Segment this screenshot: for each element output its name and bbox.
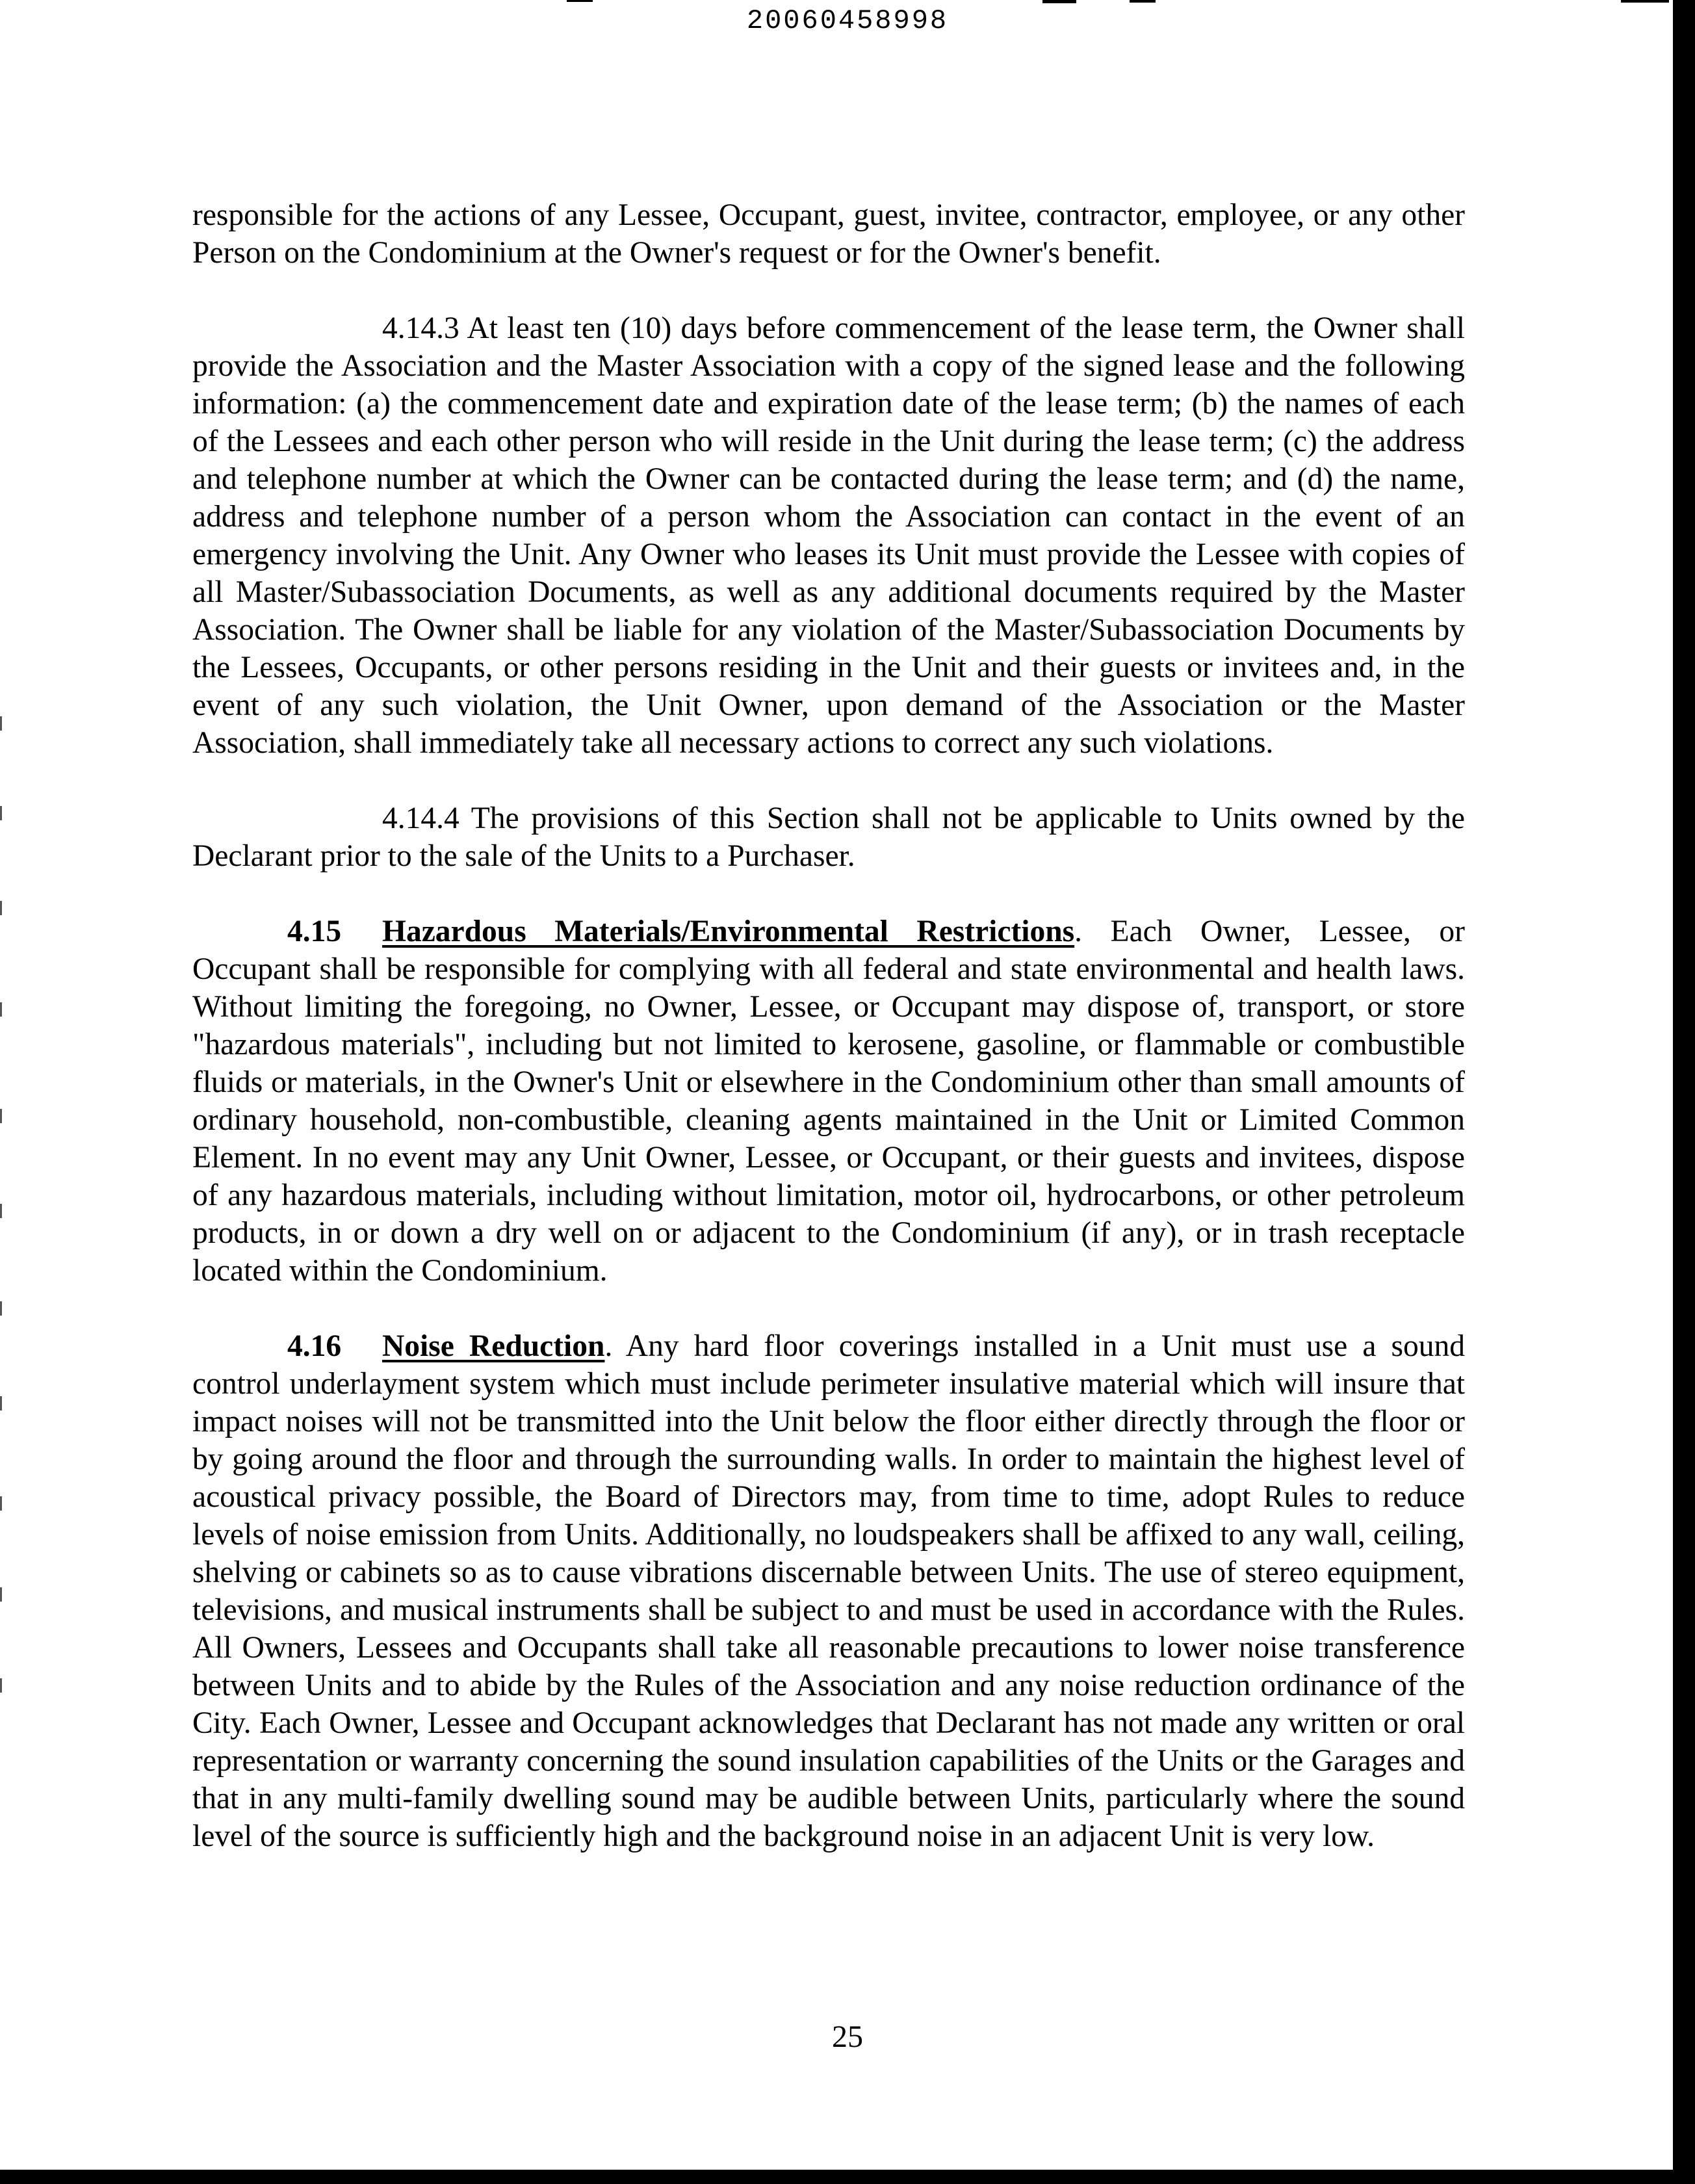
paragraph-4-14-4: 4.14.4 The provisions of this Section shall not be applicable to Units owned by the Declarant prior to the sale of the Units to a Purchaser. <box>192 801 1465 873</box>
scan-border-right <box>1673 0 1695 2184</box>
scan-mark-top-1 <box>567 0 593 2</box>
section-text: . Any hard floor coverings installed in a Unit must use a sound control underlayment system which must include perimeter insulative material which will insure that impact noises will not be transmitted into the Unit below the floor either directly through the floor or by going around the floor and through the surrounding walls. In order to maintain the highest level of acoustical privacy possible, the Board of Directors may, from time to time, adopt Rules to reduce levels of noise emission from Units. Additionally, no loudspeakers shall be affixed to any wall, ceiling, shelving or cabinets so as to cause vibrations discernable between Units. The use of stereo equipment, televisions, and musical instruments shall be subject to and must be used in accordance with the Rules. All Owners, Lessees and Occupants shall take all reasonable precautions to lower noise transference between Units and to abide by the Rules of the Association and any noise reduction ordinance of the City. Each Owner, Lessee and Occupant acknowledges that Declarant has not made any written or oral representation or warranty concerning the sound insulation capabilities of the Units or the Garages and that in any multi-family dwelling sound may be audible between Units, particularly where the sound level of the source is sufficiently high and the background noise in an adjacent Unit is very low. <box>192 1329 1466 1853</box>
section-number: 4.15 <box>287 915 342 948</box>
scan-tick-left <box>0 716 2 731</box>
scan-tick-left <box>0 806 2 820</box>
scan-mark-top-4 <box>1621 0 1669 3</box>
scan-border-bottom <box>0 2170 1695 2184</box>
scan-tick-left <box>0 1301 2 1316</box>
scan-mark-top-2 <box>1042 0 1076 3</box>
scan-tick-left <box>0 1678 2 1693</box>
page-number: 25 <box>832 2020 863 2054</box>
scan-tick-left <box>0 1204 2 1218</box>
page-body <box>192 196 1465 1893</box>
section-title: Hazardous Materials/Environmental Restrictions <box>382 915 1075 948</box>
document-number: 20060458998 <box>746 5 949 36</box>
scan-tick-left <box>0 1109 2 1123</box>
section-4-16 <box>192 1327 1465 1855</box>
scan-tick-left <box>0 1396 2 1410</box>
section-title: Noise Reduction <box>382 1329 605 1363</box>
section-4-15 <box>192 913 1465 1290</box>
paragraph-4-14-3: 4.14.3 At least ten (10) days before commencement of the lease term, the Owner shall provide the Association and the Master Association with a copy of the signed lease and the following information: (a) the commencement date and expiration date of the lease term; (b) the names of each of the Lessees and each other person who will reside in the Unit during the lease term; (c) the address and telephone number at which the Owner can be contacted during the lease term; and (d) the name, address and telephone number of a person whom the Association can contact in the event of an emergency involving the Unit. Any Owner who leases its Unit must provide the Lessee with copies of all Master/Subassociation Documents, as well as any additional documents required by the Master Association. The Owner shall be liable for any violation of the Master/Subassociation Documents by the Lessees, Occupants, or other persons residing in the Unit and their guests or invitees and, in the event of any such violation, the Unit Owner, upon demand of the Association or the Master Association, shall immediately take all necessary actions to correct any such violations. <box>192 311 1465 760</box>
section-number: 4.16 <box>287 1329 342 1363</box>
scan-tick-left <box>0 1496 2 1511</box>
scan-tick-left <box>0 901 2 915</box>
paragraph-continuation: responsible for the actions of any Lessee, Occupant, guest, invitee, contractor, employee, or any other Person on the Condominium at the Owner's request or for the Owner's benefit. <box>192 198 1465 270</box>
scan-mark-top-3 <box>1130 0 1156 3</box>
scan-tick-left <box>0 1002 2 1017</box>
scan-tick-left <box>0 1587 2 1602</box>
section-text: . Each Owner, Lessee, or Occupant shall be responsible for complying with all federal and state environmental and health laws. Without limiting the foregoing, no Owner, Lessee, or Occupant may dispose of, transport, or store "hazardous materials", including but not limited to kerosene, gasoline, or flammable or combustible fluids or materials, in the Owner's Unit or elsewhere in the Condominium other than small amounts of ordinary household, non-combustible, cleaning agents maintained in the Unit or Limited Common Element. In no event may any Unit Owner, Lessee, or Occupant, or their guests and invitees, dispose of any hazardous materials, including without limitation, motor oil, hydrocarbons, or other petroleum products, in or down a dry well on or adjacent to the Condominium (if any), or in trash receptacle located within the Condominium. <box>192 915 1465 1288</box>
